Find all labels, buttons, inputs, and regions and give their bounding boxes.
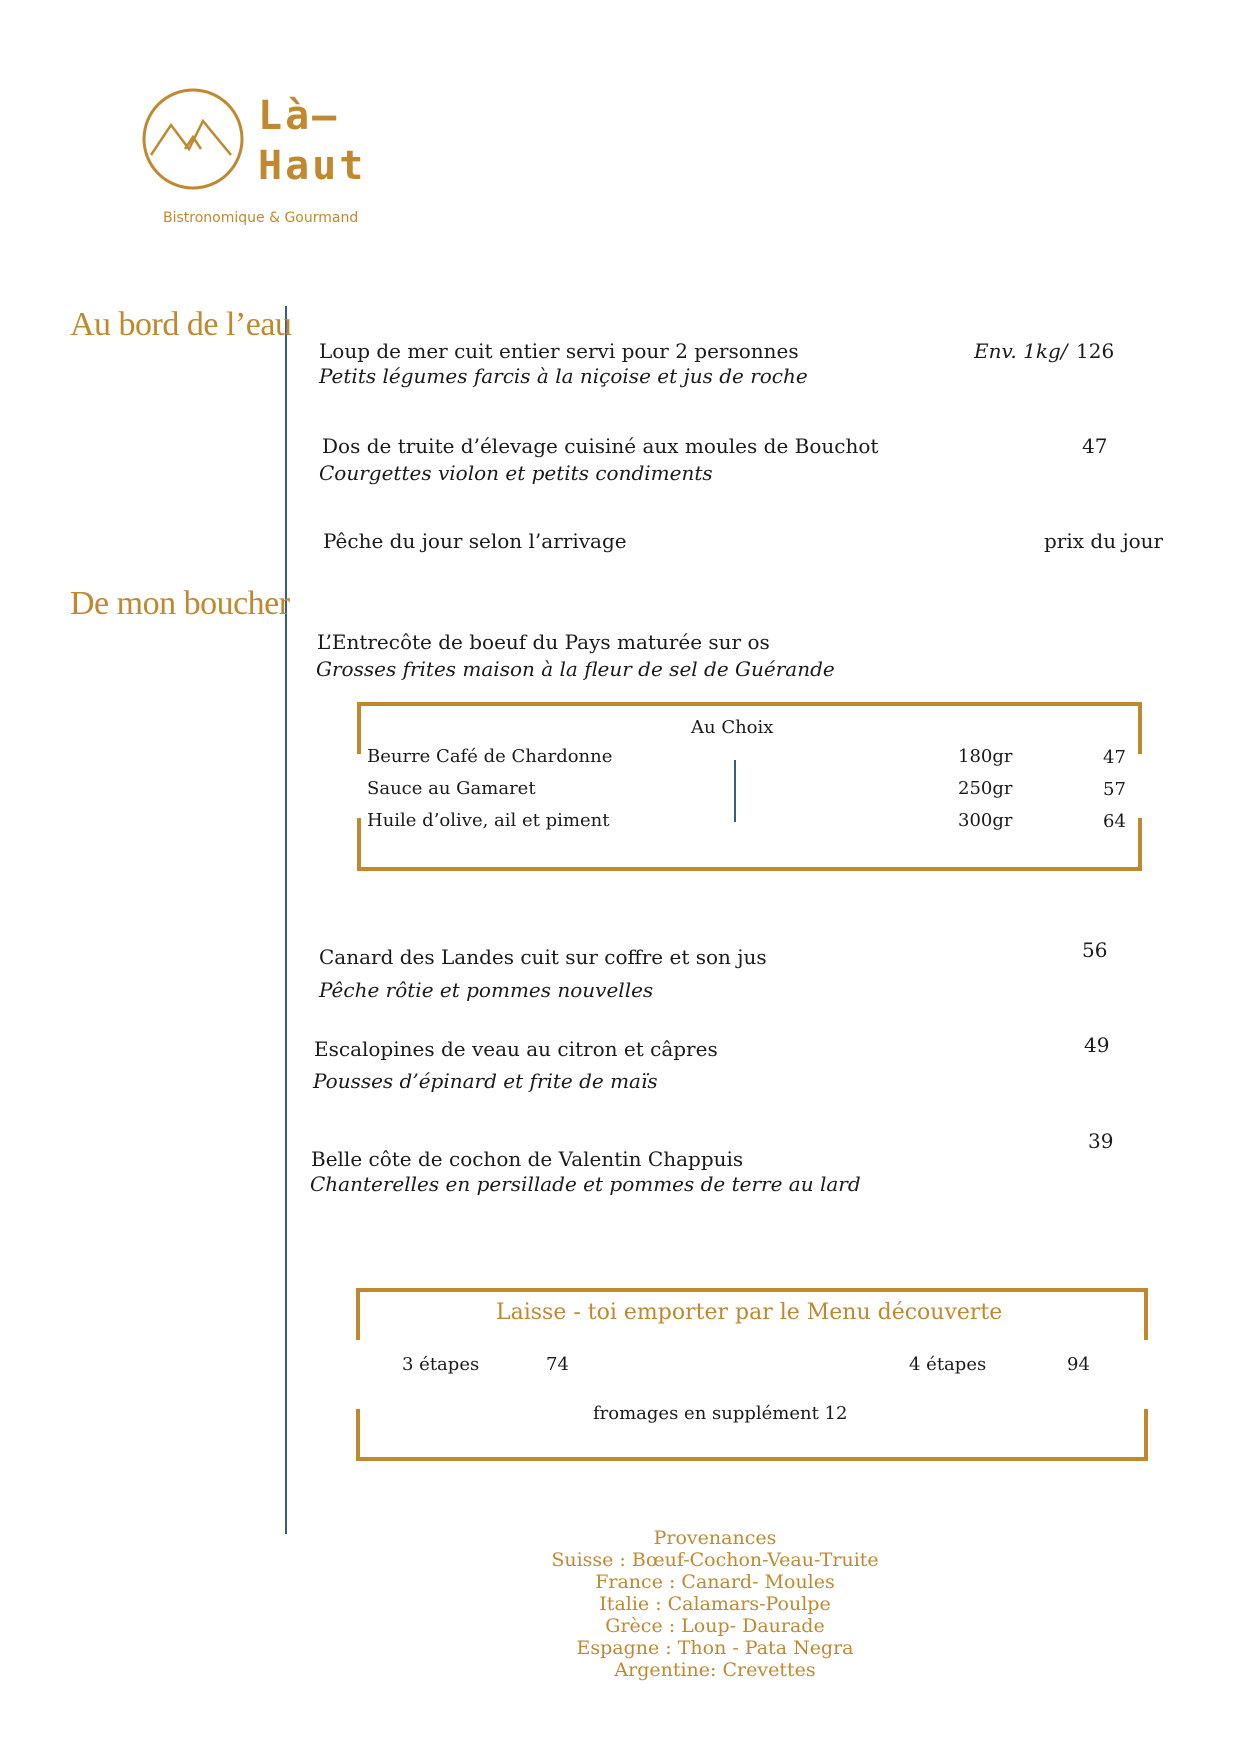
dish-price: 56 [1082,938,1108,962]
choice-price: 47 [1103,747,1126,768]
dish-description: Grosses frites maison à la fleur de sel de Guérande [316,657,835,681]
menu-title: Laisse - toi emporter par le Menu découverte [496,1300,1003,1325]
dish-name: Dos de truite d’élevage cuisiné aux moules de Bouchot [322,434,879,458]
dish-description: Petits légumes farcis à la niçoise et jus de roche [319,364,808,388]
dish-name: Canard des Landes cuit sur coffre et son jus [319,945,767,969]
dish-quantity: Env. 1kg/ [974,339,1068,363]
provenance-line: Espagne : Thon - Pata Negra [576,1637,854,1659]
choice-price: 57 [1103,779,1126,800]
choice-option: Huile d’olive, ail et piment [367,810,610,831]
dish-description: Pousses d’épinard et frite de maïs [313,1069,658,1093]
vertical-divider [285,306,287,1534]
menu-option-label: 3 étapes [402,1354,480,1375]
dish-price: 39 [1088,1129,1114,1153]
choice-price: 64 [1103,811,1126,832]
brand-name-line2: Haut [258,143,367,189]
dish-price: 47 [1082,434,1108,458]
dish-price: prix du jour [1044,529,1164,553]
choice-weight: 250gr [958,778,1013,799]
section-title-eau: Au bord de l’eau [70,306,292,343]
dish-name: Pêche du jour selon l’arrivage [323,529,627,553]
choice-divider [734,760,736,822]
provenance-line: Grèce : Loup- Daurade [605,1615,825,1637]
provenance-line: Argentine: Crevettes [614,1659,816,1681]
menu-extra: fromages en supplément 12 [593,1403,848,1424]
section-title-boucher: De mon boucher [70,585,290,622]
choice-weight: 180gr [958,746,1013,767]
provenances-title: Provenances [653,1527,777,1549]
dish-price: 49 [1084,1033,1110,1057]
menu-option-label: 4 étapes [909,1354,987,1375]
brand-name-line1: Là— [258,93,340,139]
choice-option: Beurre Café de Chardonne [367,746,613,767]
dish-description: Pêche rôtie et pommes nouvelles [319,978,654,1002]
choice-title: Au Choix [691,717,774,738]
dish-name: L’Entrecôte de boeuf du Pays maturée sur os [317,630,770,654]
mountain-logo-icon [141,87,245,191]
dish-price: 126 [1076,339,1115,363]
dish-name: Belle côte de cochon de Valentin Chappuis [311,1147,744,1171]
provenance-line: Suisse : Bœuf-Cochon-Veau-Truite [551,1549,879,1571]
provenance-line: France : Canard- Moules [595,1571,835,1593]
choice-weight: 300gr [958,810,1013,831]
dish-description: Courgettes violon et petits condiments [319,461,713,485]
dish-description: Chanterelles en persillade et pommes de terre au lard [310,1172,861,1196]
menu-option-price: 94 [1067,1354,1090,1375]
provenance-line: Italie : Calamars-Poulpe [599,1593,831,1615]
choice-option: Sauce au Gamaret [367,778,536,799]
dish-name: Loup de mer cuit entier servi pour 2 personnes [319,339,799,363]
menu-option-price: 74 [546,1354,569,1375]
brand-tagline: Bistronomique & Gourmand [163,210,359,226]
dish-name: Escalopines de veau au citron et câpres [314,1037,718,1061]
